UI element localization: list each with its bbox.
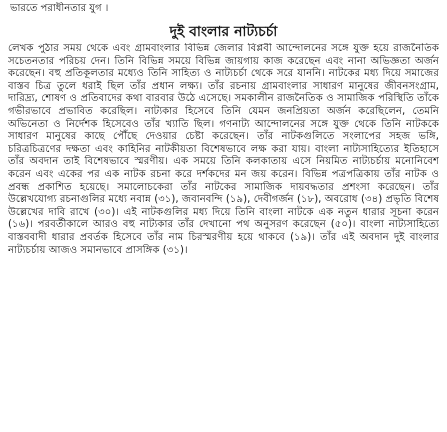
running-head: ভারতে পরাধীনতার যুগ । bbox=[10, 3, 109, 14]
body-paragraph: লেখক পুঠার সময় থেকে এবং গ্রামবাংলার বিভিন্ন জেলার বিপ্লবী আন্দোলনের সঙ্গে যুক্ত হয়ে রাজনৈতিক সচেতনতার পরিচয় দেন। তিনি বিভিন্ন সময়ে বিভিন্ন জায়গায় কাজ করেছেন এবং নানা অভিজ্ঞতা অর্জন করেছেন। বহু প্রতিকূলতার মধ্যেও তিনি সাহিত্য ও নাট্যচর্চা থেকে সরে যাননি। নাটকের মধ্য দিয়ে সমাজের বাস্তব চিত্র তুলে ধরাই ছিল তাঁর প্রধান লক্ষ্য। তাঁর রচনায় গ্রামবাংলার সাধারণ মানুষের জীবনসংগ্রাম, দারিদ্র্য, শোষণ ও প্রতিবাদের কথা বারবার উঠে এসেছে। সমকালীন রাজনৈতিক ও সামাজিক পরিস্থিতি তাঁকে গভীরভাবে প্রভাবিত করেছিল। নাট্যকার হিসেবে তিনি যেমন জনপ্রিয়তা অর্জন করেছিলেন, তেমনি অভিনেতা ও নির্দেশক হিসেবেও তাঁর খ্যাতি ছিল। গণনাট্য আন্দোলনের সঙ্গে যুক্ত থেকে তিনি নাটককে সাধারণ মানুষের কাছে পৌঁছে দেওয়ার চেষ্টা করেছেন। তাঁর নাটকগুলিতে সংলাপের সহজ ভঙ্গি, চরিত্রচিত্রণের দক্ষতা এবং কাহিনির নাটকীয়তা বিশেষভাবে লক্ষ করা যায়। বাংলা নাট্যসাহিত্যের ইতিহাসে তাঁর অবদান তাই বিশেষভাবে স্মরণীয়। এক সময়ে তিনি কলকাতায় এসে নিয়মিত নাট্যচর্চায় মনোনিবেশ করেন এবং একের পর এক নাটক রচনা করে দর্শকদের মন জয় করেন। বিভিন্ন পত্রপত্রিকায় তাঁর নাটক ও প্রবন্ধ প্রকাশিত হয়েছে। সমালোচকেরা তাঁর নাটকের সামাজিক দায়বদ্ধতার প্রশংসা করেছেন। তাঁর উল্লেখযোগ্য রচনাগুলির মধ্যে নবান্ন (৩১), জবানবন্দি (১৯), দেবীগর্জন (১৮), অবরোধ (৩৪) প্রভৃতি বিশেষ উল্লেখের দাবি রাখে (৩০)। এই নাটকগুলির মধ্য দিয়ে তিনি বাংলা নাটকে এক নতুন ধারার সূচনা করেন (১৬)। পরবর্তীকালে আরও বহু নাট্যকার তাঁর দেখানো পথ অনুসরণ করেছেন (৫০)। বাংলা নাট্যসাহিত্যে বাস্তববাদী ধারার প্রবর্তক হিসেবে তাঁর নাম চিরস্মরণীয় হয়ে থাকবে (১৯)। তাঁর এই অবদান দুই বাংলার নাট্যচর্চায় আজও সমানভাবে প্রাসঙ্গিক (৩১)। bbox=[8, 43, 439, 256]
page-title: দুই বাংলার নাট্যচর্চা bbox=[169, 24, 278, 40]
